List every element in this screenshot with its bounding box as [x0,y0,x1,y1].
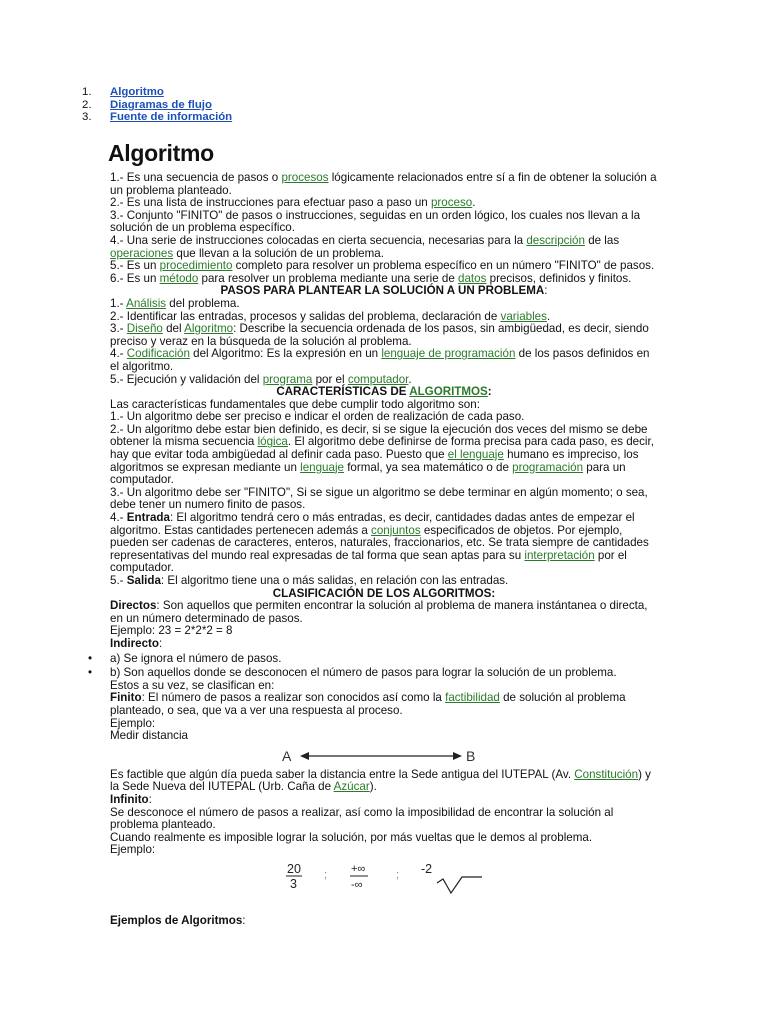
definition-3: 3.- Conjunto "FINITO" de pasos o instrucciones, seguidas en un orden lógico, los cuales nos llevan a la solución de un problema específico. [110,208,641,235]
separator-1: ; [324,868,328,881]
infinite-examples-diagram [110,857,658,901]
definition-5: 5.- Es un procedimiento completo para resolver un problema específico en un número "FINITO" de pasos. [110,259,655,273]
step-2: 2.- Identificar las entradas, procesos y salidas del problema, declaración de variables. [110,309,551,323]
link-codificacion[interactable]: Codificación [126,347,190,361]
definition-2: 2.- Es una lista de instrucciones para efectuar paso a paso un proceso. [110,196,476,210]
finito-paragraph: Finito: El número de pasos a realizar son conocidos así como la factibilidad de solución al problema planteado, o sea, que va a ver una respuesta al proceso. [110,691,626,717]
toc-item[interactable]: 1. Algoritmo [82,86,164,98]
indirecto-label: Indirecto: [110,636,163,650]
infinito-label: Infinito: [110,792,152,806]
link-el-lenguaje[interactable]: el lenguaje [447,448,504,462]
link-variables[interactable]: variables [500,309,547,323]
characteristic-2: 2.- Un algoritmo debe estar bien definido, es decir, si se sigue la ejecución dos veces del mismo se debe obtener la misma secuencia lógica. El algoritmo debe definirse de forma precisa para cada paso, es decir, hay que evitar toda ambigüedad al definir cada paso. Puesto que el lenguaje humano es impreciso, los algoritmos se expresan mediante un lenguaje formal, ya sea matemático o de programación para un computador. [110,422,654,487]
factible-paragraph: Es factible que algún día pueda saber la distancia entre la Sede antigua del IUTEPAL (Av. Constitución) y la Sede Nueva del IUTEPAL (Urb. Caña de Azúcar). [110,767,651,794]
link-procedimiento[interactable]: procedimiento [159,259,233,273]
classification-heading: CLASIFICACIÓN DE LOS ALGORITMOS: [272,586,496,600]
characteristic-5: 5.- Salida: El algoritmo tiene una o más salidas, en relación con las entradas. [110,574,509,587]
link-algoritmos[interactable]: ALGORITMOS [409,385,488,399]
link-analisis[interactable]: Análisis [126,296,167,310]
ejemplo-infinito: Ejemplo: [110,843,156,857]
point-a-label: A [282,747,292,764]
link-operaciones[interactable]: operaciones [110,246,174,260]
link-interpretacion[interactable]: interpretación [524,548,595,562]
bullet-a: • a) Se ignora el número de pasos. [110,653,658,666]
infinite-examples-figure [110,857,658,901]
directos-paragraph: Directos: Son aquellos que permiten encontrar la solución al problema de manera instántanea o directa, en un número determinado de pasos. [110,599,648,625]
plus-infinity: +∞ [351,862,366,875]
link-constitucion[interactable]: Constitución [574,767,639,781]
article-body [110,172,658,927]
link-metodo[interactable]: método [159,271,199,285]
separator-2: ; [396,868,400,881]
link-programa[interactable]: programa [262,372,313,386]
toc-item[interactable]: 3. Fuente de información [82,111,233,124]
square-root-icon [437,877,482,893]
toc-item[interactable]: 2. Diagramas de flujo [82,98,212,111]
minus-infinity: -∞ [351,878,363,891]
infinito-desc-1: Se desconoce el número de pasos a realizar, así como la imposibilidad de encontrar la solución al problema planteado. [110,805,614,832]
arrowhead-left-icon [300,752,309,760]
step-1: 1.- Análisis del problema. [110,296,240,310]
fraction-numerator: 20 [287,861,301,876]
step-4: 4.- Codificación del Algoritmo: Es la expresión en un lenguaje de programación de los pasos definidos en el algoritmo. [110,347,650,373]
characteristics-heading: CARACTERÍSTICAS DE ALGORITMOS: [276,385,492,399]
medir-distancia: Medir distancia [110,729,188,743]
characteristic-4: 4.- Entrada: El algoritmo tendrá cero o más entradas, es decir, cantidades dadas antes de empezar el algoritmo. Estas cantidades pertenecen además a conjuntos especificados de objetos. Por ejemplo, pueden ser cadenas de caracteres, enteros, naturales, fraccionarios, etc. Se trata siempre de cantidades representativas del mundo real expresadas de tal forma que sean aptas para su interpretación por el computador. [110,511,649,575]
characteristic-1: 1.- Un algoritmo debe ser preciso e indicar el orden de realización de cada paso. [110,410,525,424]
link-datos[interactable]: datos [458,271,487,285]
characteristic-3: 3.- Un algoritmo debe ser "FINITO", Si se sigue un algoritmo se debe terminar en algún momento; o sea, debe tener un numero finito de pasos. [110,485,648,512]
definition-1: 1.- Es una secuencia de pasos o procesos lógicamente relacionados entre sí a fin de obtener la solución a un problema planteado. [110,171,657,197]
characteristics-intro: Las características fundamentales que debe cumplir todo algoritmo son: [110,397,480,411]
page-title: Algoritmo [108,140,214,166]
link-computador[interactable]: computador [347,372,409,386]
link-proceso[interactable]: proceso [430,196,473,210]
ejemplo-finito: Ejemplo: [110,716,156,730]
ejemplos-heading: Ejemplos de Algoritmos: [110,913,246,927]
link-descripcion[interactable]: descripción [526,233,585,247]
step-5: 5.- Ejecución y validación del programa por el computador. [110,372,412,386]
link-factibilidad[interactable]: factibilidad [445,691,500,705]
link-azucar[interactable]: Azúcar [333,780,370,794]
link-conjuntos[interactable]: conjuntos [371,523,421,537]
definition-4: 4.- Una serie de instrucciones colocadas en cierta secuencia, necesarias para la descripción de las operaciones que llevan a la solución de un problema. [110,233,620,260]
distance-arrow-diagram [110,743,658,769]
link-logica[interactable]: lógica [257,435,288,449]
table-of-contents [82,86,233,124]
infinito-desc-2: Cuando realmente es imposible lograr la solución, por más vueltas que le demos al problema. [110,830,593,844]
distance-figure [110,743,658,769]
toc-link-fuente[interactable]: Fuente de información [110,111,233,124]
link-algoritmo[interactable]: Algoritmo [184,322,234,336]
negative-two: -2 [421,861,433,876]
steps-heading: PASOS PARA PLANTEAR LA SOLUCIÓN A UN PROBLEMA: [220,284,548,298]
step-3: 3.- Diseño del Algoritmo: Describe la secuencia ordenada de los pasos, sin ambigüedad, es decir, siendo preciso y veraz en la búsqueda de la solución al problema. [110,322,649,348]
arrowhead-right-icon [453,752,462,760]
bullet-b: • b) Son aquellos donde se desconocen el número de pasos para lograr la solución de un problema. [110,667,658,680]
link-programacion[interactable]: programación [512,460,584,474]
ejemplo-directo: Ejemplo: 23 = 2*2*2 = 8 [110,624,233,638]
toc-link-algoritmo[interactable]: Algoritmo [110,86,164,98]
fraction-denominator: 3 [290,876,297,891]
link-lenguaje[interactable]: lenguaje [300,460,344,474]
toc-link-diagramas[interactable]: Diagramas de flujo [110,98,212,111]
subclass-intro: Estos a su vez, se clasifican en: [110,678,275,692]
link-lenguaje-programacion[interactable]: lenguaje de programación [381,347,516,361]
definition-6: 6.- Es un método para resolver un problema mediante una serie de datos precisos, definidos y finitos. [110,271,632,285]
link-procesos[interactable]: procesos [281,171,329,184]
point-b-label: B [466,747,476,764]
link-diseno[interactable]: Diseño [126,322,163,336]
